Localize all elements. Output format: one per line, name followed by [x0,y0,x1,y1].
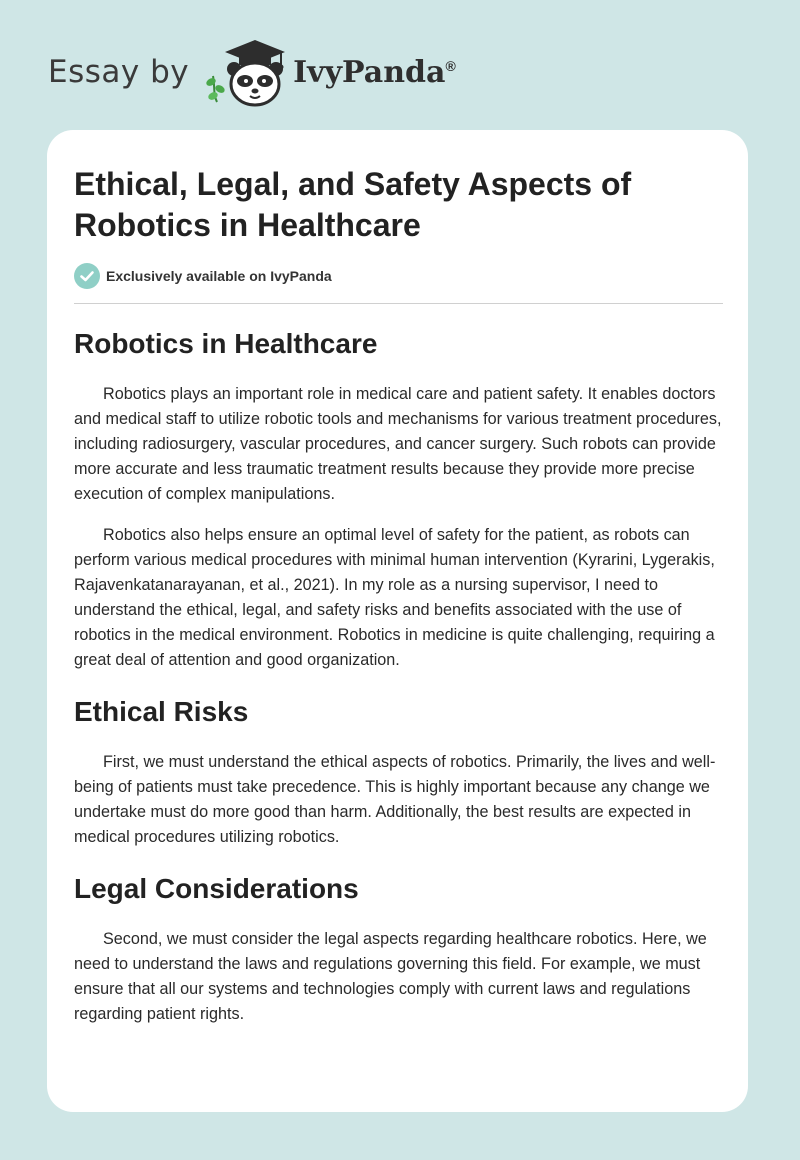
badge-label: Exclusively available on IvyPanda [106,268,332,284]
panda-logo-icon[interactable] [205,36,289,108]
checkmark-icon [74,263,100,289]
article-content [74,318,722,1027]
site-header [48,36,548,108]
exclusive-badge [74,263,332,289]
article-card [47,130,748,1112]
article-title: Ethical, Legal, and Safety Aspects of Robotics in Healthcare [74,166,632,243]
essay-by-label: Essay by [48,54,190,90]
paragraph: First, we must understand the ethical aspects of robotics. Primarily, the lives and well-being of patients must take precedence. This is highly important because any change we undertake must do more good than harm. Additionally, the best results are expected in medical procedures utilizing robotics. [74,753,716,846]
paragraph: Second, we must consider the legal aspects regarding healthcare robotics. Here, we need to understand the laws and regulations governing this field. For example, we must ensure that all our systems and technologies comply with current laws and regulations regarding patient rights. [74,930,707,1023]
section-heading: Robotics in Healthcare [74,328,378,359]
divider [74,303,723,304]
brand-text: IvyPanda [293,54,446,90]
section-heading: Ethical Risks [74,696,249,727]
brand-name [293,55,456,90]
registered-mark: ® [445,57,456,74]
paragraph: Robotics also helps ensure an optimal level of safety for the patient, as robots can perform various medical procedures with minimal human intervention (Kyrarini, Lygerakis, Rajavenkatanarayanan, et al., 2021). In my role as a nursing supervisor, I need to understand the ethical, legal, and safety risks and benefits associated with the use of robotics in the medical environment. Robotics in medicine is quite challenging, requiring a great deal of attention and good organization. [74,526,715,669]
section-heading: Legal Considerations [74,873,359,904]
paragraph: Robotics plays an important role in medical care and patient safety. It enables doctors and medical staff to utilize robotic tools and mechanisms for various treatment procedures, including radiosurgery, vascular procedures, and cancer surgery. Such robots can provide more accurate and less traumatic treatment results because they provide more precise execution of complex manipulations. [74,385,722,503]
